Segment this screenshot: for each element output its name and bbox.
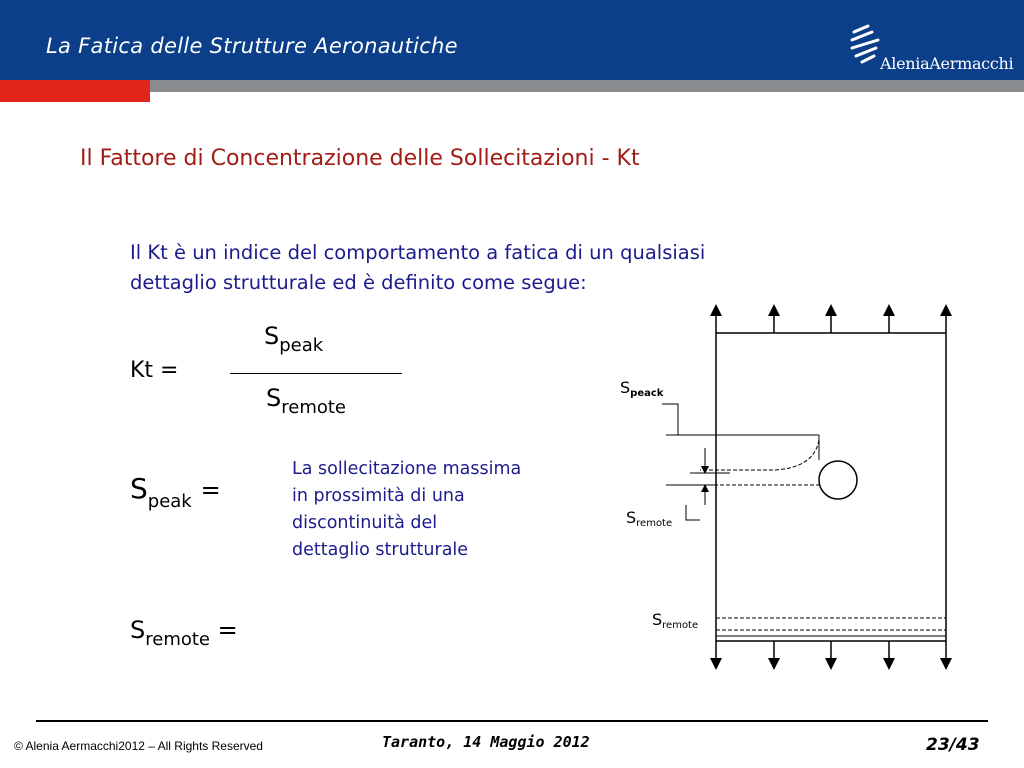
numerator-subscript: peak	[279, 335, 324, 356]
label-speack-subscript: peack	[630, 388, 664, 399]
alenia-aermacchi-logo	[848, 24, 1018, 74]
footer-copyright: © Alenia Aermacchi2012 – All Rights Reserved	[14, 739, 263, 753]
label-sremote-far-symbol: S	[652, 610, 663, 629]
speak-symbol: S	[130, 472, 148, 505]
footer-divider	[36, 720, 988, 722]
sremote-symbol: S	[130, 616, 146, 644]
label-speack-symbol: S	[620, 378, 631, 397]
label-sremote-near-symbol: S	[626, 508, 637, 527]
footer-page-number: 23/43	[926, 735, 980, 755]
denominator-subscript: remote	[281, 397, 346, 418]
label-sremote-near-subscript: remote	[636, 518, 673, 529]
speak-desc-line-4: dettaglio strutturale	[292, 540, 469, 560]
speak-desc-line-1: La sollecitazione massima	[292, 459, 522, 479]
label-sremote-near	[626, 508, 672, 529]
kt-equation-lhs: Kt =	[130, 358, 179, 383]
sremote-equals: =	[217, 616, 238, 644]
speak-desc-line-2: in prossimità di una	[292, 486, 465, 506]
speak-equals: =	[200, 476, 221, 504]
speak-definition-label	[130, 472, 221, 512]
header-red-accent	[0, 80, 150, 102]
header-gray-strip	[0, 80, 1024, 92]
intro-paragraph	[130, 238, 850, 298]
stress-curve	[700, 440, 819, 470]
label-sremote-far-subscript: remote	[662, 620, 699, 631]
slide-title: Il Fattore di Concentrazione delle Sollecitazioni - Kt	[80, 146, 640, 171]
label-speack	[620, 378, 663, 399]
remote-leader-1	[686, 505, 700, 520]
fraction-numerator	[264, 322, 323, 356]
presentation-title: La Fatica delle Strutture Aeronautiche	[46, 34, 458, 58]
label-sremote-far	[652, 610, 698, 631]
top-load-arrows	[716, 310, 946, 333]
bottom-load-arrows	[716, 641, 946, 664]
sremote-subscript: remote	[145, 629, 210, 650]
speak-description	[292, 456, 582, 564]
sremote-definition-label	[130, 616, 238, 650]
denominator-symbol: S	[266, 384, 282, 412]
fraction-denominator	[266, 384, 346, 418]
intro-line-2: dettaglio strutturale ed è definito come segue:	[130, 271, 587, 294]
fraction-bar	[230, 373, 402, 374]
intro-line-1: Il Kt è un indice del comportamento a fatica di un qualsiasi	[130, 241, 706, 264]
footer-location-date: Taranto, 14 Maggio 2012	[382, 733, 590, 751]
plate-with-hole-diagram	[600, 300, 980, 680]
numerator-symbol: S	[264, 322, 280, 350]
speak-subscript: peak	[147, 491, 192, 512]
plate-outline	[716, 333, 946, 641]
logo-text: AleniaAermacchi	[880, 54, 1014, 73]
hole	[819, 461, 857, 499]
speak-desc-line-3: discontinuità del	[292, 513, 438, 533]
